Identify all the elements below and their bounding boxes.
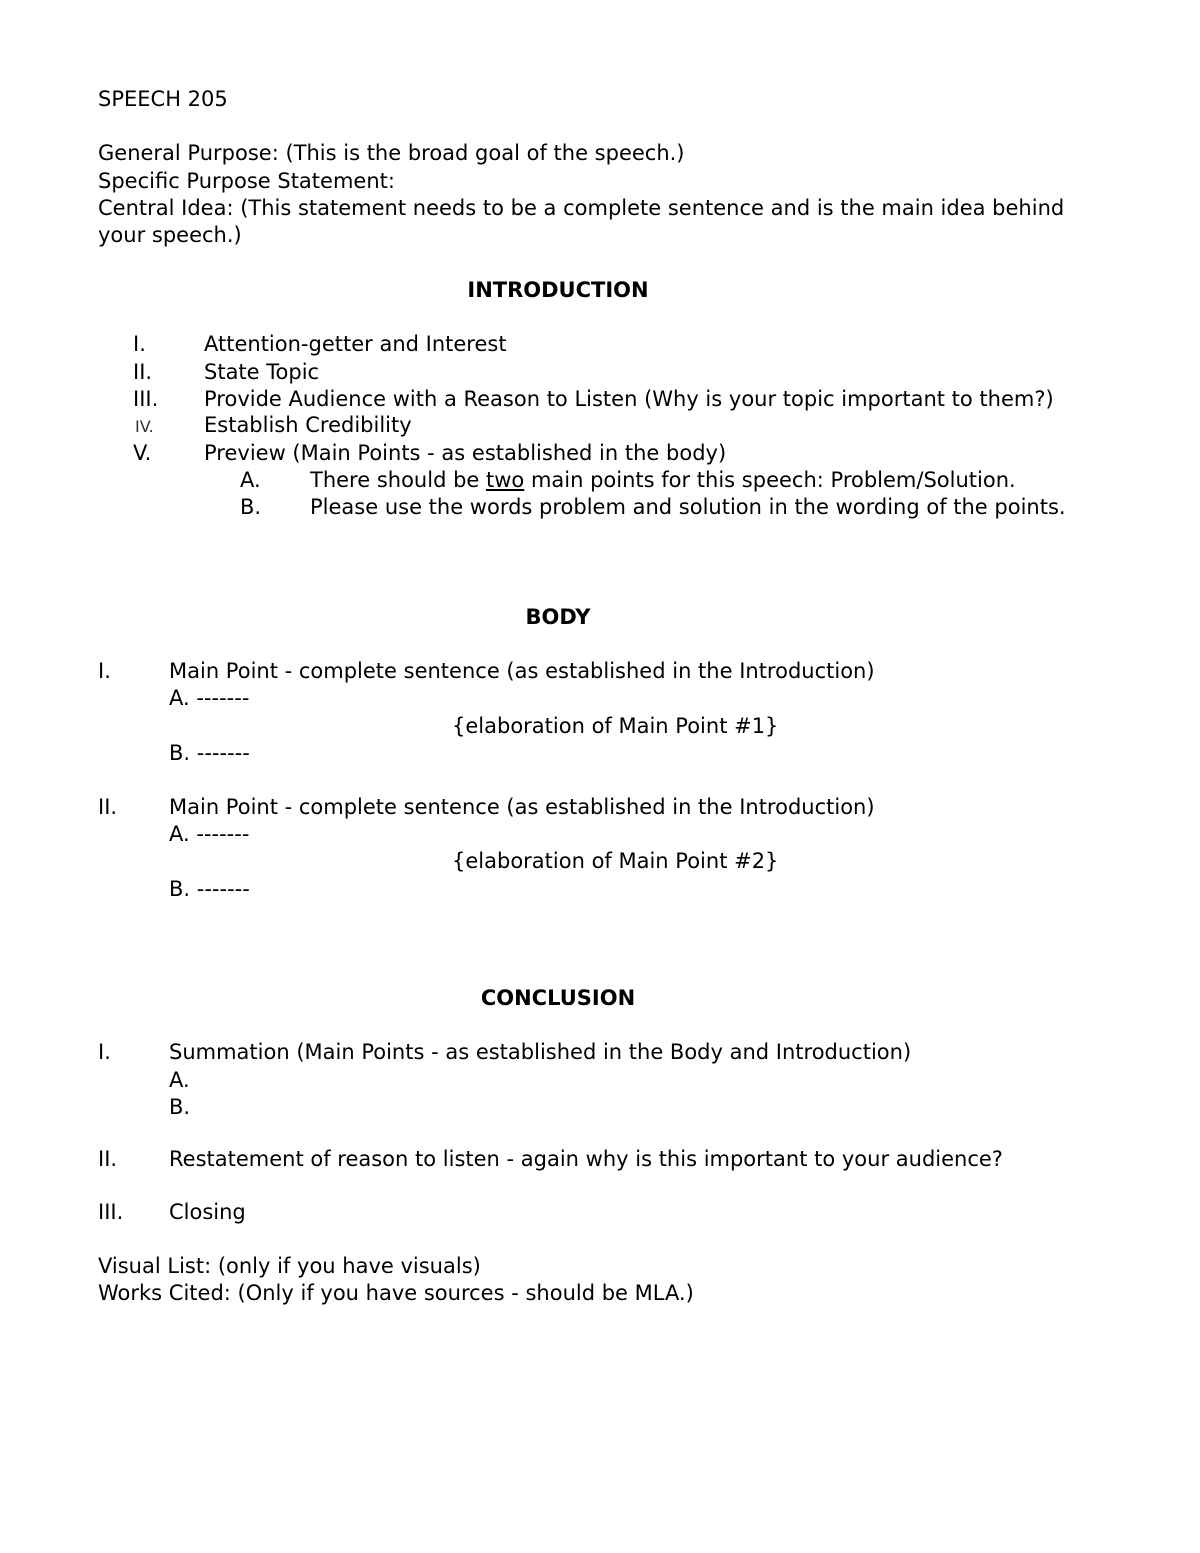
central-idea-line1: Central Idea: (This statement needs to be a complete sentence and is the main idea behind (98, 196, 1065, 220)
body-sub-b: B. ------- (169, 877, 250, 901)
conclusion-sub-a: A. (169, 1068, 190, 1092)
conclusion-item-num: I. (98, 1040, 111, 1064)
specific-purpose: Specific Purpose Statement: (98, 169, 395, 193)
intro-item-text: Preview (Main Points - as established in the body) (204, 441, 727, 465)
body-heading: BODY (525, 605, 591, 629)
central-idea-line2: your speech.) (98, 223, 242, 247)
conclusion-item-num: II. (98, 1147, 118, 1171)
body-point-text: Main Point - complete sentence (as established in the Introduction) (169, 659, 875, 683)
conclusion-item-text: Closing (169, 1200, 246, 1224)
conclusion-sub-b: B. (169, 1095, 191, 1119)
body-sub-b: B. ------- (169, 741, 250, 765)
general-purpose: General Purpose: (This is the broad goal of the speech.) (98, 141, 685, 165)
visual-list: Visual List: (only if you have visuals) (98, 1254, 481, 1278)
intro-item-num: I. (133, 332, 146, 356)
intro-sub-text: There should be two main points for this speech: Problem/Solution. (310, 468, 1016, 492)
intro-sub-num: A. (240, 468, 261, 492)
intro-item-text: Provide Audience with a Reason to Listen (Why is your topic important to them?) (204, 387, 1054, 411)
body-sub-a: A. ------- (169, 686, 250, 710)
intro-item-num: III. (133, 387, 159, 411)
intro-item-text: Establish Credibility (204, 413, 412, 437)
intro-item-text: State Topic (204, 360, 320, 384)
works-cited: Works Cited: (Only if you have sources - should be MLA.) (98, 1281, 694, 1305)
body-point-num: I. (98, 659, 111, 683)
body-elaboration: {elaboration of Main Point #2} (452, 849, 779, 873)
intro-item-num: IV. (135, 417, 154, 436)
intro-item-num: V. (133, 441, 152, 465)
conclusion-item-num: III. (98, 1200, 124, 1224)
conclusion-heading: CONCLUSION (480, 986, 636, 1010)
body-elaboration: {elaboration of Main Point #1} (452, 714, 779, 738)
body-point-text: Main Point - complete sentence (as established in the Introduction) (169, 795, 875, 819)
intro-item-text: Attention-getter and Interest (204, 332, 507, 356)
intro-item-num: II. (133, 360, 153, 384)
course-title: SPEECH 205 (98, 87, 228, 111)
intro-sub-text: Please use the words problem and solution in the wording of the points. (310, 495, 1066, 519)
body-sub-a: A. ------- (169, 822, 250, 846)
body-point-num: II. (98, 795, 118, 819)
conclusion-item-text: Restatement of reason to listen - again why is this important to your audience? (169, 1147, 1003, 1171)
introduction-heading: INTRODUCTION (467, 278, 649, 302)
intro-sub-num: B. (240, 495, 262, 519)
underlined-word: two (486, 468, 525, 492)
conclusion-item-text: Summation (Main Points - as established in the Body and Introduction) (169, 1040, 912, 1064)
